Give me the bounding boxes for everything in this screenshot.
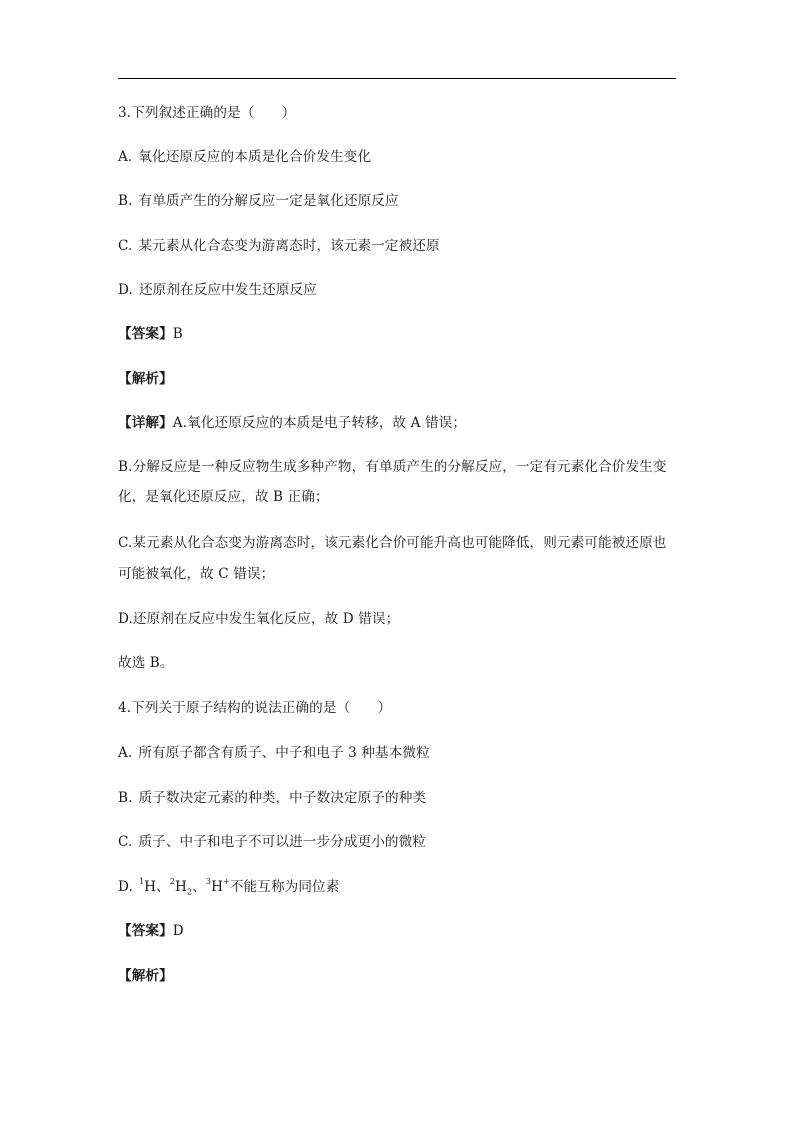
option-text: 还原剂在反应中发生还原反应	[138, 282, 317, 298]
q3-detail-line-6: D.还原剂在反应中发生氧化反应，故 D 错误；	[118, 611, 400, 627]
q3-detail-line-4: C.某元素从化合态变为游离态时，该元素化合价可能升高也可能降低，则元素可能被还原也	[118, 535, 667, 551]
q4-option-a	[118, 745, 430, 761]
q4-option-b	[118, 790, 426, 806]
answer-label: 【答案】	[118, 326, 173, 342]
isotope-mass-number: 1	[138, 877, 145, 887]
q3-option-b	[118, 193, 399, 209]
detail-label: 【详解】	[118, 415, 173, 431]
isotope-mass-number: 2	[169, 877, 175, 887]
q3-detail-line-5: 可能被氧化，故 C 错误；	[118, 566, 275, 582]
answer-label: 【答案】	[118, 923, 173, 939]
question-3-stem: 3.下列叙述正确的是（ ）	[118, 105, 296, 121]
q3-option-d	[118, 282, 317, 298]
formula-text: 、	[192, 879, 206, 895]
q3-detail-line-3: 化，是氧化还原反应，故 B 正确；	[118, 489, 329, 505]
answer-value: B	[172, 326, 183, 342]
option-letter: A.	[118, 745, 133, 761]
q4-option-c	[118, 834, 426, 850]
q3-detail-conclusion: 故选 B。	[118, 655, 174, 671]
formula-text: H	[175, 879, 187, 895]
option-letter: D.	[118, 879, 133, 895]
option-letter: C.	[118, 834, 133, 850]
option-text: 有单质产生的分解反应一定是氧化还原反应	[138, 193, 399, 209]
q3-analysis-label: 【解析】	[118, 371, 173, 387]
option-text: 不能互称为同位素	[229, 879, 340, 895]
answer-value: D	[172, 923, 184, 939]
q3-detail-line-2: B.分解反应是一种反应物生成多种产物，有单质产生的分解反应，一定有元素化合价发生变	[118, 459, 667, 475]
formula-text: H、	[144, 879, 170, 895]
q3-detail-line-1	[118, 415, 466, 431]
option-text: 氧化还原反应的本质是化合价发生变化	[138, 149, 372, 165]
formula-text: H	[211, 879, 224, 895]
question-4-stem: 4.下列关于原子结构的说法正确的是（ ）	[118, 700, 392, 716]
option-text: 所有原子都含有质子、中子和电子 3 种基本微粒	[138, 745, 430, 761]
q3-option-c	[118, 238, 440, 254]
detail-text: A.氧化还原反应的本质是电子转移，故 A 错误；	[172, 415, 467, 431]
atom-count-subscript: 2	[186, 887, 193, 897]
q4-analysis-label: 【解析】	[118, 968, 173, 984]
option-letter: D.	[118, 282, 133, 298]
isotope-mass-number: 3	[205, 877, 212, 887]
option-text: 某元素从化合态变为游离态时，该元素一定被还原	[138, 238, 440, 254]
option-letter: A.	[118, 149, 133, 165]
option-letter: B.	[118, 790, 133, 806]
q4-answer	[118, 923, 184, 939]
header-rule	[118, 78, 676, 79]
q4-option-d	[118, 879, 339, 895]
option-text: 质子数决定元素的种类，中子数决定原子的种类	[138, 790, 427, 806]
q3-option-a	[118, 149, 371, 165]
ion-charge: +	[223, 877, 230, 887]
option-text: 质子、中子和电子不可以进一步分成更小的微粒	[138, 834, 427, 850]
option-letter: B.	[118, 193, 133, 209]
option-letter: C.	[118, 238, 133, 254]
q3-answer	[118, 326, 183, 342]
